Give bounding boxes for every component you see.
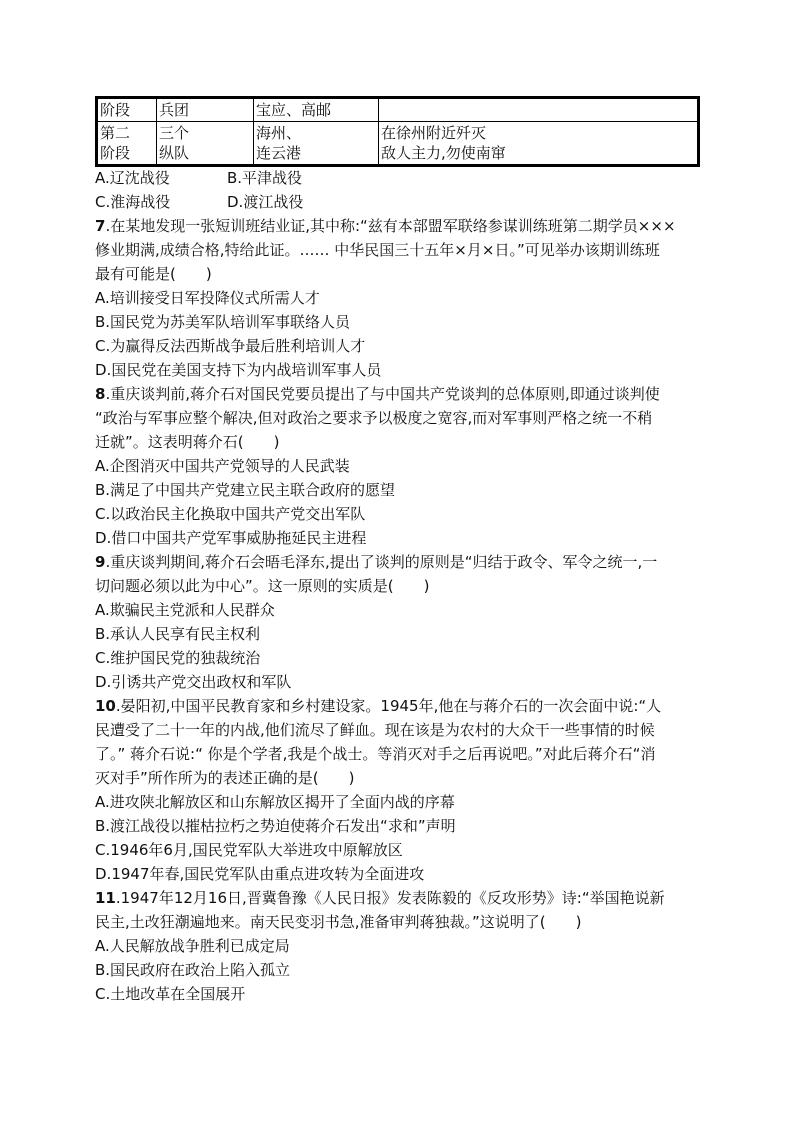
q10-option-b[interactable]: B.渡江战役以摧枯拉朽之势迫使蒋介石发出“求和”声明	[95, 817, 456, 835]
q10-option-d[interactable]: D.1947年春,国民党军队由重点进攻转为全面进攻	[95, 865, 425, 883]
q9-stem-line: 切问题必须以此为中心”。这一原则的实质是( )	[95, 577, 430, 595]
question-number: 8	[95, 385, 106, 403]
table-cell	[379, 98, 699, 122]
q11-stem-line	[95, 886, 705, 910]
q7-option-c[interactable]: C.为赢得反法西斯战争最后胜利培训人才	[95, 337, 366, 355]
q9-stem-line	[95, 550, 705, 574]
q10-stem-text: .晏阳初,中国平民教育家和乡村建设家。1945年,他在与蒋介石的一次会面中说:“人	[115, 697, 662, 715]
q8-stem-line: “政治与军事应整个解决,但对政治之要求予以极度之宽容,而对军事则严格之统一不稍	[95, 409, 653, 427]
q11-option-a[interactable]: A.人民解放战争胜利已成定局	[95, 937, 290, 955]
question-number: 9	[95, 553, 106, 571]
q7-option-a[interactable]: A.培训接受日军投降仪式所需人才	[95, 289, 320, 307]
q10-stem-line: 灭对手”所作所为的表述正确的是( )	[95, 769, 355, 787]
q6-options-row-2	[95, 190, 705, 214]
q8-stem-text: .重庆谈判前,蒋介石对国民党要员提出了与中国共产党谈判的总体原则,即通过谈判使	[105, 385, 660, 403]
question-number: 10	[95, 697, 116, 715]
q7-stem-line: 修业期满,成绩合格,特给此证。…… 中华民国三十五年×月×日。”可见举办该期训练班	[95, 241, 660, 259]
q9-option-c[interactable]: C.维护国民党的独裁统治	[95, 649, 261, 667]
table-row	[97, 122, 699, 166]
q9-stem-text: .重庆谈判期间,蒋介石会晤毛泽东,提出了谈判的原则是“归结于政令、军令之统一,一	[105, 553, 658, 571]
q8-option-b[interactable]: B.满足了中国共产党建立民主联合政府的愿望	[95, 481, 396, 499]
question-list	[95, 166, 705, 1006]
q9-option-b[interactable]: B.承认人民享有民主权利	[95, 625, 261, 643]
table-cell: 阶段	[97, 98, 157, 122]
q7-stem-line	[95, 214, 705, 238]
q10-stem-line: 民遭受了二十一年的内战,他们流尽了鲜血。现在该是为农村的大众干一些事情的时候	[95, 721, 655, 739]
q11-option-b[interactable]: B.国民政府在政治上陷入孤立	[95, 961, 291, 979]
table-row	[97, 98, 699, 122]
table-cell: 宝应、高邮	[254, 98, 379, 122]
q8-stem-line: 迁就”。这表明蒋介石( )	[95, 433, 280, 451]
q9-option-a[interactable]: A.欺骗民主党派和人民群众	[95, 601, 275, 619]
table-cell: 海州、 连云港	[254, 122, 379, 166]
q6-option-c[interactable]: C.淮海战役	[95, 193, 171, 211]
q11-stem-line: 民主,土改狂潮遍地来。南天民变羽书急,准备审判蒋独裁。”这说明了( )	[95, 913, 582, 931]
q10-option-a[interactable]: A.进攻陕北解放区和山东解放区揭开了全面内战的序幕	[95, 793, 455, 811]
q7-stem-text: .在某地发现一张短训班结业证,其中称:“兹有本部盟军联络参谋训练班第二期学员×××	[105, 217, 676, 235]
q6-option-a[interactable]: A.辽沈战役	[95, 169, 170, 187]
q8-option-d[interactable]: D.借口中国共产党军事威胁拖延民主进程	[95, 529, 367, 547]
q7-stem-line: 最有可能是( )	[95, 265, 212, 283]
q10-option-c[interactable]: C.1946年6月,国民党军队大举进攻中原解放区	[95, 841, 403, 859]
table-cell: 第二 阶段	[97, 122, 157, 166]
table-cell: 三个 纵队	[157, 122, 254, 166]
q8-option-c[interactable]: C.以政治民主化换取中国共产党交出军队	[95, 505, 366, 523]
battle-stages-table	[95, 96, 700, 167]
q7-option-b[interactable]: B.国民党为苏美军队培训军事联络人员	[95, 313, 351, 331]
q6-option-b[interactable]: B.平津战役	[227, 169, 303, 187]
q11-stem-text: .1947年12月16日,晋冀鲁豫《人民日报》发表陈毅的《反攻形势》诗:“举国艳说新	[115, 889, 665, 907]
q10-stem-line	[95, 694, 705, 718]
q6-option-d[interactable]: D.渡江战役	[227, 193, 304, 211]
table-cell: 在徐州附近歼灭 敌人主力,勿使南窜	[379, 122, 699, 166]
question-number: 7	[95, 217, 106, 235]
q6-options-row-1	[95, 166, 705, 190]
table-cell: 兵团	[157, 98, 254, 122]
q9-option-d[interactable]: D.引诱共产党交出政权和军队	[95, 673, 292, 691]
q10-stem-line: 了。” 蒋介石说:“ 你是个学者,我是个战士。等消灭对手之后再说吧。”对此后蒋介石“消	[95, 745, 656, 763]
q11-option-c[interactable]: C.土地改革在全国展开	[95, 985, 246, 1003]
q8-option-a[interactable]: A.企图消灭中国共产党领导的人民武装	[95, 457, 350, 475]
q8-stem-line	[95, 382, 705, 406]
question-number: 11	[95, 889, 116, 907]
q7-option-d[interactable]: D.国民党在美国支持下为内战培训军事人员	[95, 361, 382, 379]
